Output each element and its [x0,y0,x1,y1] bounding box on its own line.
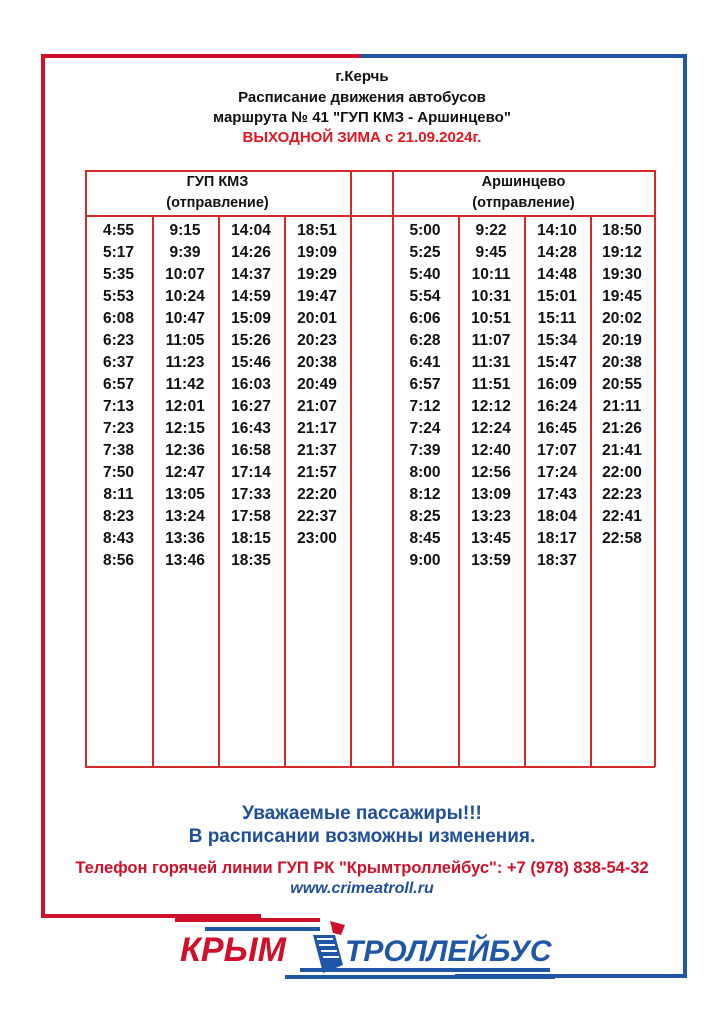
departure-time: 14:04 [231,222,271,239]
frame-left-red [41,54,45,918]
crimea-trolleybus-logo [175,915,555,985]
departure-time: 22:58 [602,530,642,547]
departure-time: 10:51 [471,310,511,327]
departure-time: 17:33 [231,486,271,503]
departure-time: 8:12 [409,486,441,503]
departure-time: 20:38 [297,354,337,371]
departure-time: 18:51 [297,222,337,239]
departure-time: 16:09 [537,376,577,393]
departure-time: 17:24 [537,464,577,481]
departure-time: 15:34 [537,332,577,349]
departure-time: 18:37 [537,552,577,569]
departure-time: 13:45 [471,530,511,547]
departure-time: 7:23 [102,420,135,437]
departure-time: 8:00 [409,464,441,481]
grid-line [85,766,655,768]
departure-time: 6:37 [102,354,135,371]
departure-time: 8:45 [409,530,441,547]
departure-time: 20:23 [297,332,337,349]
departure-time: 18:50 [602,222,642,239]
departure-time: 10:07 [165,266,205,283]
departure-time: 19:30 [602,266,642,283]
schedule-title: Расписание движения автобусов [238,89,486,106]
departure-time: 16:45 [537,420,577,437]
departure-time: 14:26 [231,244,271,261]
departure-time: 6:57 [409,376,441,393]
departure-time: 12:15 [165,420,205,437]
departure-time: 20:19 [602,332,642,349]
departure-time: 11:05 [165,332,205,349]
departure-time: 5:17 [102,244,135,261]
header-left [85,170,350,217]
departure-time: 5:40 [409,266,441,283]
departure-time: 9:15 [169,222,201,239]
departure-time: 8:56 [102,552,135,569]
departure-time: 9:22 [475,222,507,239]
logo-text-left: КРЫМ [180,931,286,969]
departure-time: 22:00 [602,464,642,481]
departure-time: 12:24 [471,420,511,437]
departure-time: 16:58 [231,442,271,459]
departure-time: 18:35 [231,552,271,569]
departure-time: 17:43 [537,486,577,503]
website-link[interactable]: www.crimeatroll.ru [290,880,434,897]
departure-time: 13:09 [471,486,511,503]
departure-time: 16:43 [231,420,271,437]
departure-time: 12:01 [165,398,205,415]
departure-time: 6:41 [409,354,441,371]
departure-time: 12:12 [471,398,511,415]
departure-time: 14:37 [231,266,271,283]
direction-label-right: (отправление) [472,195,575,211]
departure-time: 12:36 [165,442,205,459]
departure-time: 19:12 [602,244,642,261]
departure-time: 7:39 [409,442,441,459]
frame-top-red [41,54,361,58]
departure-time: 22:23 [602,486,642,503]
times-column [85,222,152,574]
departure-time: 22:41 [602,508,642,525]
departure-time: 22:20 [297,486,337,503]
grid-line [350,170,352,767]
departure-time: 7:13 [102,398,135,415]
departure-time: 14:59 [231,288,271,305]
departure-time: 20:55 [602,376,642,393]
departure-time: 6:57 [102,376,135,393]
departure-time: 20:02 [602,310,642,327]
departure-time: 16:27 [231,398,271,415]
direction-label-left: (отправление) [166,195,269,211]
departure-time: 21:07 [297,398,337,415]
changes-notice: В расписании возможны изменения. [188,826,536,847]
departure-time: 21:11 [602,398,642,415]
departure-time: 21:26 [602,420,642,437]
departure-time: 4:55 [102,222,135,239]
departure-time: 18:17 [537,530,577,547]
schedule-type: ВЫХОДНОЙ ЗИМА с 21.09.2024г. [242,129,482,146]
departure-time: 20:49 [297,376,337,393]
departure-time: 9:00 [409,552,441,569]
departure-time: 13:24 [165,508,205,525]
departure-time: 19:47 [297,288,337,305]
times-column [392,222,458,574]
departure-time: 8:11 [103,486,134,503]
departure-time: 8:43 [102,530,135,547]
departure-time: 18:04 [537,508,577,525]
departure-time: 20:01 [297,310,337,327]
frame-top-blue [361,54,687,58]
departure-time: 22:37 [297,508,337,525]
departure-time: 15:47 [537,354,577,371]
departure-time: 15:26 [231,332,271,349]
header-right [392,170,655,217]
departure-time: 14:28 [537,244,577,261]
departure-time: 12:47 [165,464,205,481]
departure-time: 5:53 [102,288,135,305]
departure-time: 13:46 [165,552,205,569]
departure-time: 5:25 [409,244,441,261]
timetable [85,170,655,767]
departure-time: 11:23 [165,354,205,371]
departure-time: 5:00 [409,222,441,239]
departure-time: 16:24 [537,398,577,415]
greeting-text: Уважаемые пассажиры!!! [242,803,482,824]
times-column [590,222,654,552]
departure-time: 13:05 [165,486,205,503]
departure-time: 12:40 [471,442,511,459]
departure-time: 10:11 [471,266,511,283]
departure-time: 9:45 [475,244,507,261]
departure-time: 9:39 [169,244,201,261]
times-column [218,222,284,574]
departure-time: 11:07 [471,332,511,349]
departure-time: 21:57 [297,464,337,481]
departure-time: 21:41 [602,442,642,459]
departure-time: 6:23 [102,332,135,349]
departure-time: 6:28 [409,332,441,349]
times-column [458,222,524,574]
departure-time: 21:17 [297,420,337,437]
departure-time: 19:45 [602,288,642,305]
departure-time: 17:07 [537,442,577,459]
departure-time: 16:03 [231,376,271,393]
logo-graphic [175,915,555,985]
departure-time: 15:01 [537,288,577,305]
departure-time: 8:25 [409,508,441,525]
departure-time: 13:23 [471,508,511,525]
departure-time: 18:15 [231,530,271,547]
hotline-text: Телефон горячей линии ГУП РК "Крымтроллейбус": +7 (978) 838-54-32 [75,859,649,877]
departure-time: 13:59 [471,552,511,569]
departure-time: 15:46 [231,354,271,371]
times-column [284,222,350,552]
departure-time: 7:12 [409,398,441,415]
route-title: маршрута № 41 "ГУП КМЗ - Аршинцево" [213,109,511,126]
departure-time: 7:24 [409,420,441,437]
departure-time: 15:11 [537,310,577,327]
departure-time: 20:38 [602,354,642,371]
departure-time: 14:48 [537,266,577,283]
departure-time: 7:50 [102,464,135,481]
city-title: г.Керчь [335,68,389,85]
grid-line [654,170,656,767]
logo-text-right: ТРОЛЛЕЙБУС [345,935,552,968]
departure-time: 19:29 [297,266,337,283]
departure-time: 14:10 [537,222,577,239]
departure-time: 5:54 [409,288,441,305]
departure-time: 6:08 [102,310,135,327]
departure-time: 12:56 [471,464,511,481]
times-column [524,222,590,574]
departure-time: 19:09 [297,244,337,261]
departure-time: 7:38 [102,442,135,459]
departure-time: 15:09 [231,310,271,327]
departure-time: 11:42 [165,376,205,393]
departure-time: 21:37 [297,442,337,459]
stop-name-right: Аршинцево [481,174,566,190]
departure-time: 11:51 [471,376,511,393]
departure-time: 8:23 [102,508,135,525]
departure-time: 23:00 [297,530,337,547]
departure-time: 10:47 [165,310,205,327]
times-column [152,222,218,574]
departure-time: 17:58 [231,508,271,525]
departure-time: 17:14 [231,464,271,481]
departure-time: 10:24 [165,288,205,305]
departure-time: 5:35 [102,266,135,283]
stop-name-left: ГУП КМЗ [186,174,249,190]
departure-time: 6:06 [409,310,441,327]
departure-time: 10:31 [471,288,511,305]
departure-time: 11:31 [471,354,511,371]
departure-time: 13:36 [165,530,205,547]
